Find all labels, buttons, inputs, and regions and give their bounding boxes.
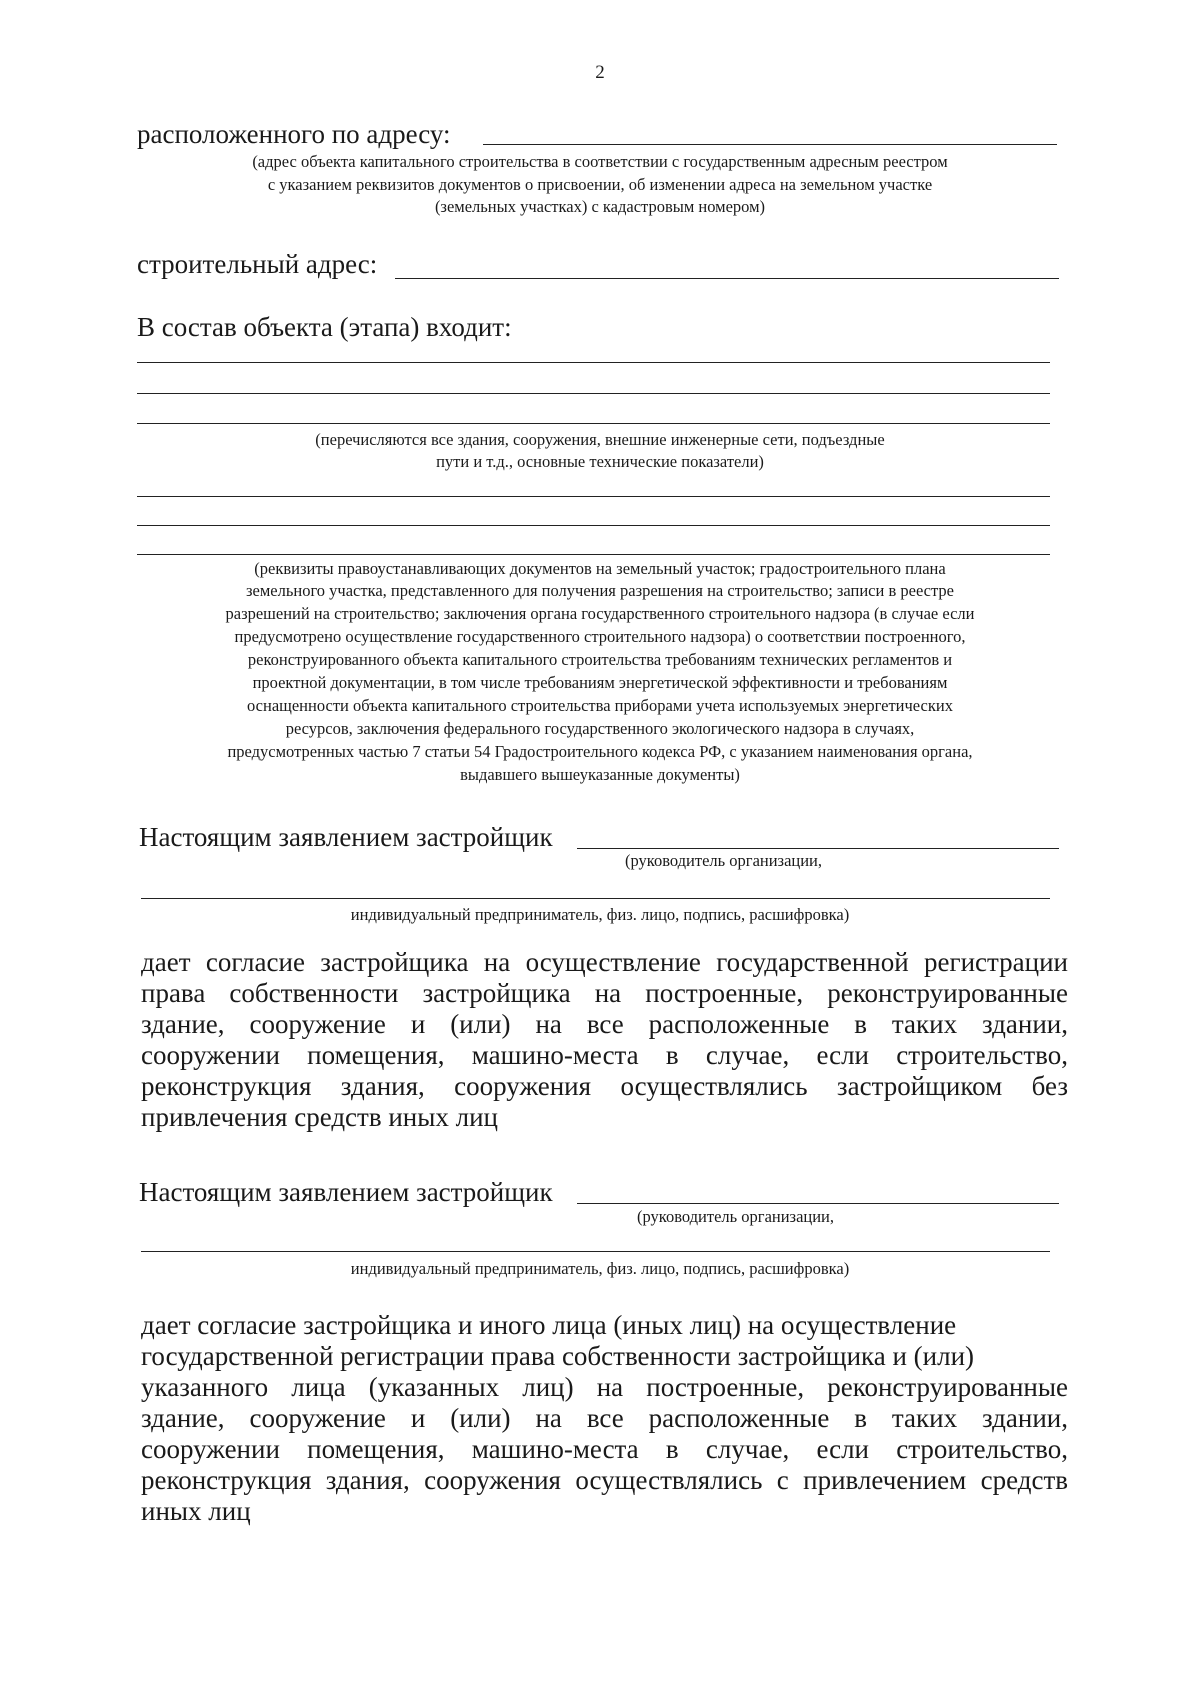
consent1-signer-line[interactable] [577,848,1059,849]
consent2-text-line-5: сооружении помещения, машино-места в случае, если строительство, [141,1434,1068,1464]
requisites-input-line-3[interactable] [137,554,1050,555]
consent2-hint-2: индивидуальный предприниматель, физ. лицо, подпись, расшифровка) [350,1259,850,1278]
consent2-label: Настоящим заявлением застройщик [139,1177,553,1207]
building-address-label: строительный адрес: [137,249,378,279]
composition-input-line-3[interactable] [137,423,1050,424]
address-hint-line-3: (земельных участках) с кадастровым номером) [434,197,766,216]
consent1-text [141,947,1068,1133]
requisites-hint-line-6: проектной документации, в том числе требованиям энергетической эффективности и требованиям [252,673,948,692]
requisites-input-line-2[interactable] [137,525,1050,526]
building-address-input-line[interactable] [395,278,1059,279]
consent1-hint-2: индивидуальный предприниматель, физ. лицо, подпись, расшифровка) [350,905,850,924]
requisites-hint-line-5: реконструированного объекта капитального строительства требованиям технических регламентов и [247,650,953,669]
composition-input-line-2[interactable] [137,393,1050,394]
consent1-label: Настоящим заявлением застройщик [139,822,553,852]
composition-label: В состав объекта (этапа) входит: [137,312,512,342]
consent2-text-line-3: указанного лица (указанных лиц) на построенные, реконструированные [141,1372,1068,1402]
consent1-text-line-5: реконструкция здания, сооружения осуществлялись застройщиком без [141,1071,1068,1101]
consent2-text [141,1310,1068,1527]
composition-hint-line-2: пути и т.д., основные технические показатели) [436,452,764,471]
requisites-hint-line-4: предусмотрено осуществление государственного строительного надзора) о соответствии построенного, [234,627,966,646]
consent1-text-line-4: сооружении помещения, машино-места в случае, если строительство, [141,1040,1068,1070]
requisites-hint-line-7: оснащенности объекта капитального строительства приборами учета используемых энергетических [247,696,953,715]
address-hint-line-1: (адрес объекта капитального строительства в соответствии с государственным адресным реестром [252,152,948,171]
consent2-text-line-7: иных лиц [141,1496,251,1526]
consent2-signature-line[interactable] [141,1251,1050,1252]
composition-hint-line-1: (перечисляются все здания, сооружения, внешние инженерные сети, подъездные [315,430,885,449]
address-input-line[interactable] [483,144,1057,145]
requisites-hint-line-3: разрешений на строительство; заключения органа государственного строительного надзора (в случае если [225,604,975,623]
consent1-text-line-2: права собственности застройщика на построенные, реконструированные [141,978,1068,1008]
consent2-signer-line[interactable] [577,1203,1059,1204]
requisites-hint-line-2: земельного участка, представленного для получения разрешения на строительство; записи в реестре [246,581,954,600]
consent2-hint-1: (руководитель организации, [637,1207,835,1226]
consent1-text-line-1: дает согласие застройщика на осуществление государственной регистрации [141,947,1068,977]
address-hint-line-2: с указанием реквизитов документов о присвоении, об изменении адреса на земельном участке [267,175,933,194]
requisites-hint-line-10: выдавшего вышеуказанные документы) [460,765,740,784]
consent2-text-line-6: реконструкция здания, сооружения осуществлялись с привлечением средств [141,1465,1068,1495]
consent1-text-line-3: здание, сооружение и (или) на все расположенные в таких здании, [141,1009,1068,1039]
requisites-hint-line-8: ресурсов, заключения федерального государственного экологического надзора в случаях, [285,719,915,738]
requisites-hint-line-9: предусмотренных частью 7 статьи 54 Градостроительного кодекса РФ, с указанием наименования органа, [227,742,973,761]
consent2-text-line-2: государственной регистрации права собственности застройщика и (или) [141,1341,975,1371]
consent2-text-line-1: дает согласие застройщика и иного лица (иных лиц) на осуществление [141,1310,957,1340]
requisites-input-line-1[interactable] [137,496,1050,497]
consent1-signature-line[interactable] [141,898,1050,899]
composition-input-line-1[interactable] [137,362,1050,363]
page-number: 2 [595,62,605,83]
consent1-hint-1: (руководитель организации, [625,851,823,870]
consent2-text-line-4: здание, сооружение и (или) на все расположенные в таких здании, [141,1403,1068,1433]
consent1-text-line-6: привлечения средств иных лиц [141,1102,498,1132]
requisites-hint-line-1: (реквизиты правоустанавливающих документов на земельный участок; градостроительного плана [254,559,946,578]
address-label: расположенного по адресу: [137,119,451,149]
